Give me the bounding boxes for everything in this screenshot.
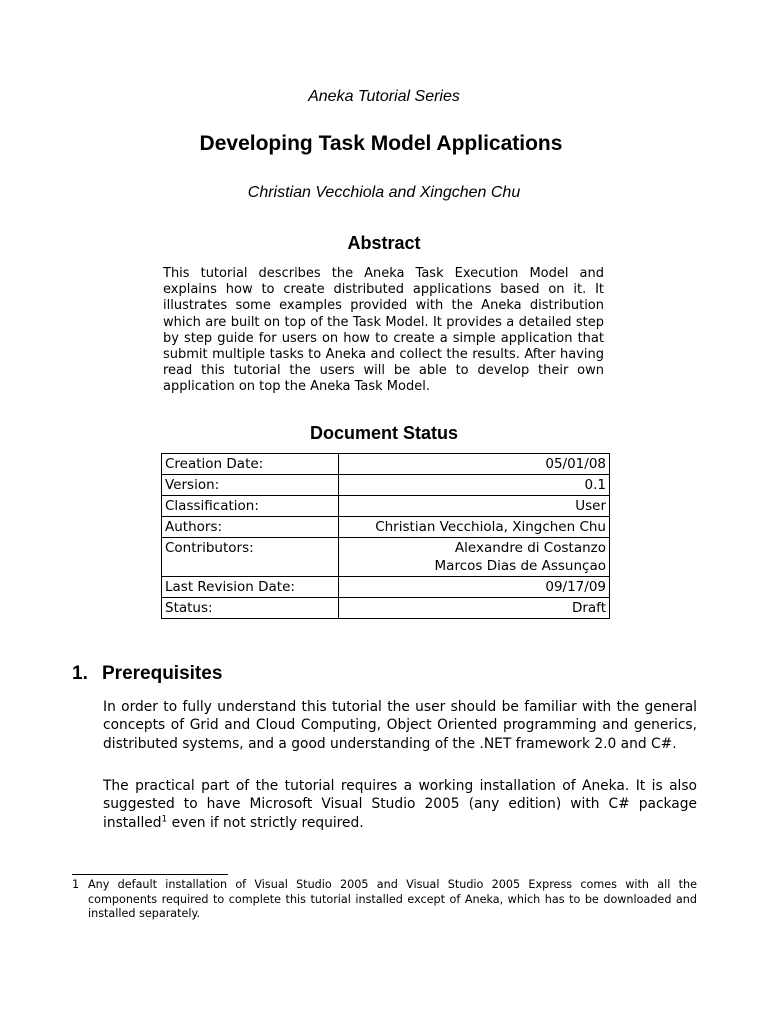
- footnote-divider: [72, 874, 228, 875]
- document-status-heading: Document Status: [309, 423, 459, 443]
- document-authors: Christian Vecchiola and Xingchen Chu: [247, 184, 521, 201]
- footnote-text: Any default installation of Visual Studio 2005 and Visual Studio 2005 Express comes with all the components required to complete this tutorial installed except of Aneka, which has to be downloaded and installed separately.: [88, 878, 697, 920]
- section-number: 1.: [72, 663, 88, 684]
- footnote-reference[interactable]: 1: [161, 814, 168, 824]
- footnote: [72, 878, 697, 922]
- status-row-status: [162, 598, 610, 619]
- status-row-contributors: [162, 538, 610, 577]
- paragraph-text: The practical part of the tutorial requires a working installation of Aneka. It is also suggested to have Microsoft Visual Studio 2005 (any edition) with C# package installed: [103, 778, 697, 831]
- series-title: Aneka Tutorial Series: [308, 88, 460, 105]
- contributor-name: Marcos Dias de Assunçao: [434, 558, 606, 574]
- section-heading-prerequisites: [72, 663, 222, 685]
- status-row-last-revision-date: [162, 577, 610, 598]
- status-value: [339, 538, 610, 577]
- abstract-heading: Abstract: [347, 233, 421, 253]
- status-value: 09/17/09: [339, 577, 610, 598]
- status-row-creation-date: [162, 454, 610, 475]
- status-label: Last Revision Date:: [162, 577, 339, 598]
- status-label: Classification:: [162, 496, 339, 517]
- status-value: 05/01/08: [339, 454, 610, 475]
- status-label: Contributors:: [162, 538, 339, 577]
- abstract-text: This tutorial describes the Aneka Task Execution Model and explains how to create distributed applications based on it. It illustrates some examples provided with the Aneka distribution which are built on top of the Task Model. It provides a detailed step by step guide for users on how to create a simple application that submit multiple tasks to Aneka and collect the results. After having read this tutorial the users will be able to develop their own application on top the Aneka Task Model.: [163, 266, 604, 395]
- status-value: 0.1: [339, 475, 610, 496]
- status-value: Draft: [339, 598, 610, 619]
- status-value: Christian Vecchiola, Xingchen Chu: [339, 517, 610, 538]
- prerequisites-paragraph-1: In order to fully understand this tutorial the user should be familiar with the general concepts of Grid and Cloud Computing, Object Oriented programming and generics, distributed systems, and a good understanding of the .NET framework 2.0 and C#.: [103, 699, 697, 752]
- status-label: Creation Date:: [162, 454, 339, 475]
- status-row-version: [162, 475, 610, 496]
- status-row-classification: [162, 496, 610, 517]
- status-value: User: [339, 496, 610, 517]
- status-row-authors: [162, 517, 610, 538]
- prerequisites-paragraph-2: [103, 777, 697, 832]
- status-label: Authors:: [162, 517, 339, 538]
- contributor-name: Alexandre di Costanzo: [454, 540, 606, 556]
- document-status-table: [161, 453, 610, 619]
- section-title: Prerequisites: [102, 663, 223, 684]
- footnote-number: 1: [72, 878, 80, 891]
- status-label: Status:: [162, 598, 339, 619]
- paragraph-text: even if not strictly required.: [167, 814, 364, 831]
- status-label: Version:: [162, 475, 339, 496]
- document-title: Developing Task Model Applications: [199, 132, 563, 155]
